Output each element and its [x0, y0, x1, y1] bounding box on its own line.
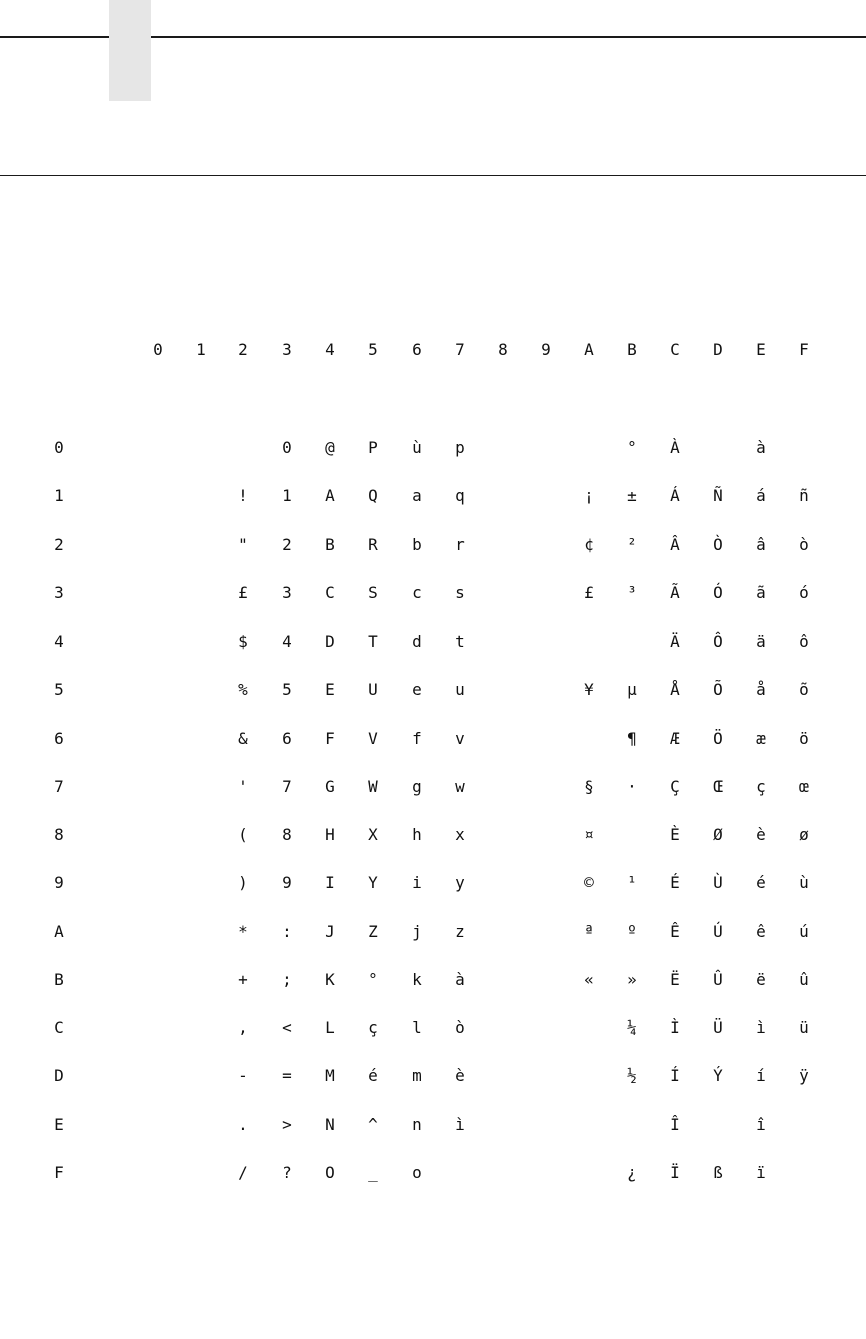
character-cell: ú	[799, 922, 809, 941]
character-cell: ª	[584, 922, 594, 941]
character-cell: ã	[756, 583, 766, 602]
character-cell: I	[325, 873, 335, 892]
character-cell: 4	[282, 632, 292, 651]
character-cell: @	[325, 438, 335, 457]
character-cell: q	[455, 486, 465, 505]
character-cell: "	[238, 535, 248, 554]
character-cell: ç	[756, 777, 766, 796]
character-cell: !	[238, 486, 248, 505]
column-header: A	[584, 340, 594, 359]
character-cell: ó	[799, 583, 809, 602]
character-cell: Ó	[713, 583, 723, 602]
character-cell: 7	[282, 777, 292, 796]
header-rule-right	[151, 36, 866, 38]
character-cell: ï	[756, 1163, 766, 1182]
character-cell: ^	[368, 1115, 378, 1134]
character-cell: Ö	[713, 729, 723, 748]
character-cell: ?	[282, 1163, 292, 1182]
column-header: D	[713, 340, 723, 359]
character-cell: ò	[799, 535, 809, 554]
character-cell: u	[455, 680, 465, 699]
character-cell: é	[368, 1066, 378, 1085]
character-cell: H	[325, 825, 335, 844]
character-cell: â	[756, 535, 766, 554]
character-cell: ½	[627, 1066, 637, 1085]
character-cell: ñ	[799, 486, 809, 505]
character-cell: t	[455, 632, 465, 651]
row-header: 1	[54, 486, 64, 505]
row-header: 5	[54, 680, 64, 699]
character-cell: B	[325, 535, 335, 554]
character-cell: à	[455, 970, 465, 989]
character-cell: *	[238, 922, 248, 941]
column-header: 9	[541, 340, 551, 359]
character-cell: <	[282, 1018, 292, 1037]
character-cell: Ç	[670, 777, 680, 796]
character-cell: Ø	[713, 825, 723, 844]
character-cell: /	[238, 1163, 248, 1182]
character-cell: í	[756, 1066, 766, 1085]
character-cell: Ô	[713, 632, 723, 651]
character-cell: É	[670, 873, 680, 892]
row-header: F	[54, 1163, 64, 1182]
character-cell: ø	[799, 825, 809, 844]
row-header: A	[54, 922, 64, 941]
character-cell: ¹	[627, 873, 637, 892]
character-cell: Z	[368, 922, 378, 941]
character-cell: Ã	[670, 583, 680, 602]
character-cell: ù	[799, 873, 809, 892]
character-cell: Î	[670, 1115, 680, 1134]
header-rule-left	[0, 36, 109, 38]
character-cell: á	[756, 486, 766, 505]
character-cell: G	[325, 777, 335, 796]
page-tab-marker	[109, 0, 151, 101]
character-cell: +	[238, 970, 248, 989]
character-cell: æ	[756, 729, 766, 748]
character-cell: Á	[670, 486, 680, 505]
character-cell: z	[455, 922, 465, 941]
character-cell: ±	[627, 486, 637, 505]
character-cell: Ý	[713, 1066, 723, 1085]
column-header: C	[670, 340, 680, 359]
character-cell: d	[412, 632, 422, 651]
section-rule	[0, 175, 866, 176]
character-cell: œ	[799, 777, 809, 796]
character-cell: %	[238, 680, 248, 699]
character-cell: è	[756, 825, 766, 844]
column-header: B	[627, 340, 637, 359]
character-cell: ô	[799, 632, 809, 651]
column-header: 7	[455, 340, 465, 359]
character-cell: à	[756, 438, 766, 457]
character-cell: w	[455, 777, 465, 796]
character-cell: Œ	[713, 777, 723, 796]
character-cell: L	[325, 1018, 335, 1037]
character-cell: ö	[799, 729, 809, 748]
character-cell: Ñ	[713, 486, 723, 505]
character-cell: ê	[756, 922, 766, 941]
character-cell: £	[584, 583, 594, 602]
character-cell: )	[238, 873, 248, 892]
character-cell: 1	[282, 486, 292, 505]
character-cell: ·	[627, 777, 637, 796]
character-cell: ò	[455, 1018, 465, 1037]
character-cell: $	[238, 632, 248, 651]
character-cell: ÿ	[799, 1066, 809, 1085]
character-cell: T	[368, 632, 378, 651]
column-header: E	[756, 340, 766, 359]
character-cell: 3	[282, 583, 292, 602]
character-cell: e	[412, 680, 422, 699]
row-header: 6	[54, 729, 64, 748]
character-cell: >	[282, 1115, 292, 1134]
character-cell: Y	[368, 873, 378, 892]
character-cell: 8	[282, 825, 292, 844]
character-cell: å	[756, 680, 766, 699]
character-cell: (	[238, 825, 248, 844]
character-cell: =	[282, 1066, 292, 1085]
character-cell: .	[238, 1115, 248, 1134]
character-cell: ,	[238, 1018, 248, 1037]
character-cell: ¥	[584, 680, 594, 699]
character-cell: ¿	[627, 1163, 637, 1182]
character-cell: ©	[584, 873, 594, 892]
character-cell: ë	[756, 970, 766, 989]
character-cell: ¡	[584, 486, 594, 505]
character-cell: Æ	[670, 729, 680, 748]
character-cell: v	[455, 729, 465, 748]
character-cell: Ì	[670, 1018, 680, 1037]
character-cell: ¤	[584, 825, 594, 844]
row-header: 4	[54, 632, 64, 651]
column-header: 0	[153, 340, 163, 359]
character-cell: p	[455, 438, 465, 457]
character-cell: K	[325, 970, 335, 989]
character-cell: «	[584, 970, 594, 989]
column-header: 6	[412, 340, 422, 359]
character-cell: V	[368, 729, 378, 748]
character-cell: Ú	[713, 922, 723, 941]
character-cell: Ò	[713, 535, 723, 554]
character-cell: ü	[799, 1018, 809, 1037]
column-header: F	[799, 340, 809, 359]
character-cell: P	[368, 438, 378, 457]
character-cell: &	[238, 729, 248, 748]
character-cell: è	[455, 1066, 465, 1085]
character-cell: Q	[368, 486, 378, 505]
character-cell: ³	[627, 583, 637, 602]
character-cell: õ	[799, 680, 809, 699]
character-cell: M	[325, 1066, 335, 1085]
character-cell: c	[412, 583, 422, 602]
character-cell: °	[627, 438, 637, 457]
character-cell: î	[756, 1115, 766, 1134]
row-header: 3	[54, 583, 64, 602]
row-header: E	[54, 1115, 64, 1134]
character-cell: k	[412, 970, 422, 989]
character-cell: '	[238, 777, 248, 796]
character-cell: ù	[412, 438, 422, 457]
character-cell: ¶	[627, 729, 637, 748]
row-header: 2	[54, 535, 64, 554]
character-cell: U	[368, 680, 378, 699]
character-cell: x	[455, 825, 465, 844]
character-cell: Ï	[670, 1163, 680, 1182]
character-cell: ß	[713, 1163, 723, 1182]
character-cell: é	[756, 873, 766, 892]
row-header: 7	[54, 777, 64, 796]
character-cell: º	[627, 922, 637, 941]
character-cell: 5	[282, 680, 292, 699]
character-cell: D	[325, 632, 335, 651]
character-cell: O	[325, 1163, 335, 1182]
character-cell: R	[368, 535, 378, 554]
row-header: 0	[54, 438, 64, 457]
character-cell: µ	[627, 680, 637, 699]
character-cell: r	[455, 535, 465, 554]
row-header: 8	[54, 825, 64, 844]
character-cell: a	[412, 486, 422, 505]
character-cell: ²	[627, 535, 637, 554]
character-cell: ;	[282, 970, 292, 989]
character-cell: È	[670, 825, 680, 844]
row-header: 9	[54, 873, 64, 892]
character-cell: N	[325, 1115, 335, 1134]
column-header: 5	[368, 340, 378, 359]
character-cell: s	[455, 583, 465, 602]
character-cell: C	[325, 583, 335, 602]
column-header: 8	[498, 340, 508, 359]
character-cell: Ë	[670, 970, 680, 989]
character-cell: Ê	[670, 922, 680, 941]
character-cell: S	[368, 583, 378, 602]
character-cell: ì	[455, 1115, 465, 1134]
character-cell: W	[368, 777, 378, 796]
character-cell: m	[412, 1066, 422, 1085]
character-cell: J	[325, 922, 335, 941]
character-cell: g	[412, 777, 422, 796]
character-cell: ç	[368, 1018, 378, 1037]
character-cell: Õ	[713, 680, 723, 699]
character-cell: Ù	[713, 873, 723, 892]
character-cell: b	[412, 535, 422, 554]
row-header: D	[54, 1066, 64, 1085]
character-cell: Ü	[713, 1018, 723, 1037]
character-cell: ¼	[627, 1018, 637, 1037]
character-cell: ì	[756, 1018, 766, 1037]
character-cell: F	[325, 729, 335, 748]
character-cell: Å	[670, 680, 680, 699]
column-header: 4	[325, 340, 335, 359]
character-cell: 0	[282, 438, 292, 457]
character-cell: -	[238, 1066, 248, 1085]
character-cell: i	[412, 873, 422, 892]
character-cell: ä	[756, 632, 766, 651]
character-cell: o	[412, 1163, 422, 1182]
character-cell: _	[368, 1163, 378, 1182]
character-cell: £	[238, 583, 248, 602]
character-cell: §	[584, 777, 594, 796]
character-cell: û	[799, 970, 809, 989]
character-cell: 2	[282, 535, 292, 554]
character-cell: Û	[713, 970, 723, 989]
character-cell: 9	[282, 873, 292, 892]
character-cell: X	[368, 825, 378, 844]
column-header: 1	[196, 340, 206, 359]
character-cell: l	[412, 1018, 422, 1037]
row-header: C	[54, 1018, 64, 1037]
character-cell: :	[282, 922, 292, 941]
character-cell: Í	[670, 1066, 680, 1085]
character-cell: °	[368, 970, 378, 989]
character-cell: A	[325, 486, 335, 505]
column-header: 3	[282, 340, 292, 359]
character-cell: »	[627, 970, 637, 989]
character-cell: j	[412, 922, 422, 941]
character-cell: y	[455, 873, 465, 892]
character-cell: n	[412, 1115, 422, 1134]
character-cell: ¢	[584, 535, 594, 554]
character-cell: Ä	[670, 632, 680, 651]
character-cell: Â	[670, 535, 680, 554]
row-header: B	[54, 970, 64, 989]
character-cell: 6	[282, 729, 292, 748]
character-cell: E	[325, 680, 335, 699]
character-cell: À	[670, 438, 680, 457]
column-header: 2	[238, 340, 248, 359]
character-cell: h	[412, 825, 422, 844]
character-cell: f	[412, 729, 422, 748]
